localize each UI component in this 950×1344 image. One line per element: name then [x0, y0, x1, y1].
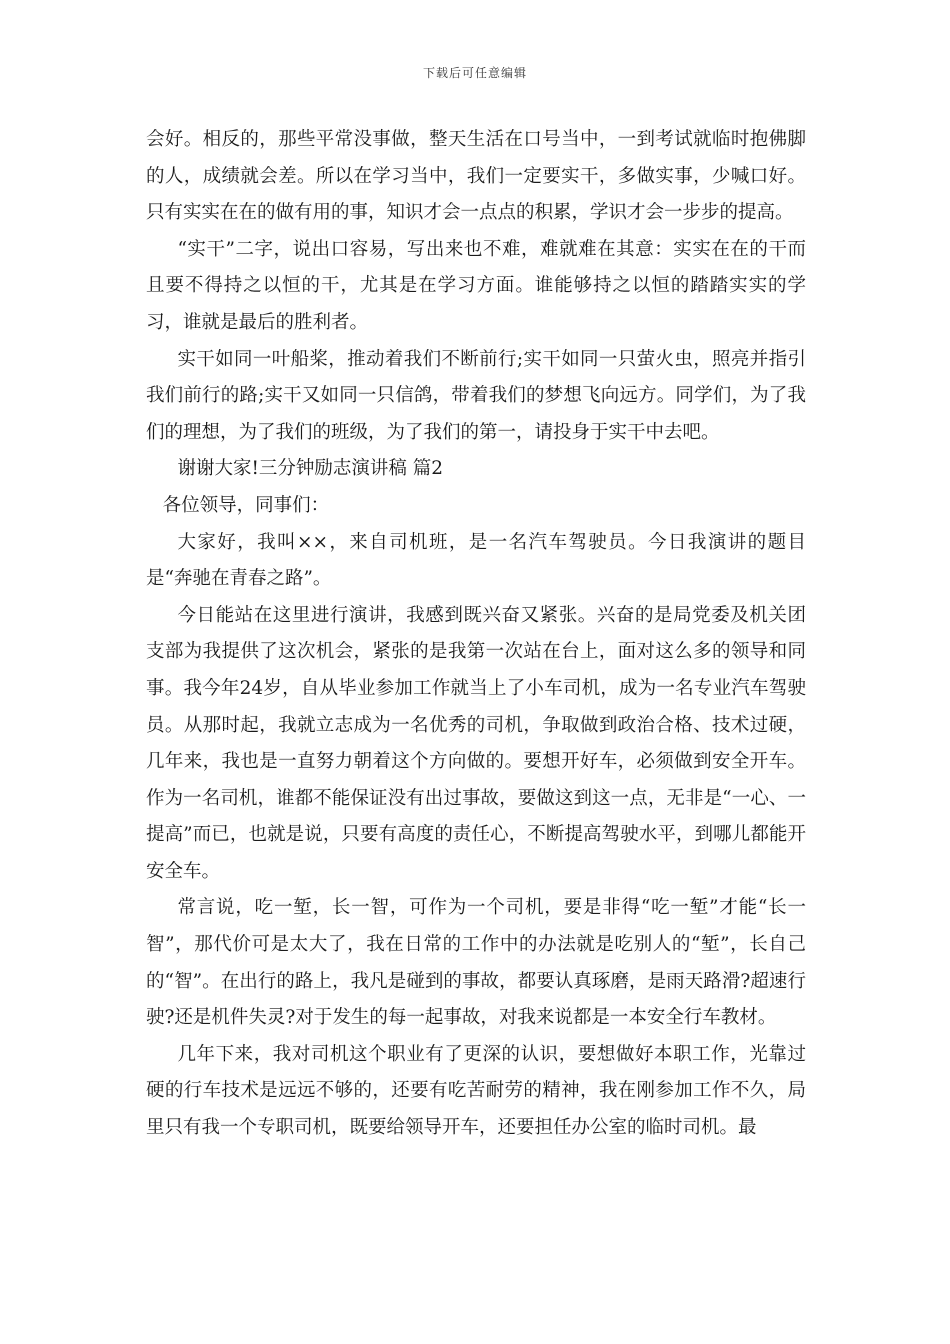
paragraph: 常言说，吃一堑，长一智，可作为一个司机，要是非得“吃一堑”才能“长一智”，那代价可是太大了，我在日常的工作中的办法就是吃别人的“堑”，长自己的“智”。在出行的路上，我凡是碰到的事故，都要认真琢磨，是雨天路滑?超速行驶?还是机件失灵?对于发生的每一起事故，对我来说都是一本安全行车教材。 [146, 897, 806, 1029]
page-header: 下载后可任意编辑 [422, 66, 527, 80]
paragraph: 几年下来，我对司机这个职业有了更深的认识，要想做好本职工作，光靠过硬的行车技术是远远不够的，还要有吃苦耐劳的精神，我在刚参加工作不久，局里只有我一个专职司机，既要给领导开车，还要担任办公室的临时司机。最 [146, 1043, 806, 1139]
paragraph: “实干”二字，说出口容易，写出来也不难，难就难在其意：实实在在的干而且要不得持之以恒的干，尤其是在学习方面。谁能够持之以恒的踏踏实实的学习，谁就是最后的胜利者。 [146, 238, 806, 333]
paragraph: 会好。相反的，那些平常没事做，整天生活在口号当中，一到考试就临时抱佛脚的人，成绩就会差。所以在学习当中，我们一定要实干，多做实事，少喊口好。只有实实在在的做有用的事，知识才会一点点的积累，学识才会一步步的提高。 [146, 129, 806, 224]
paragraph: 实干如同一叶船桨，推动着我们不断前行;实干如同一只萤火虫，照亮并指引我们前行的路;实干又如同一只信鸽，带着我们的梦想飞向远方。同学们，为了我们的理想，为了我们的班级，为了我们的第一，请投身于实干中去吧。 [146, 348, 806, 443]
section-heading: 谢谢大家!三分钟励志演讲稿 篇2 [177, 458, 444, 480]
paragraph: 今日能站在这里进行演讲，我感到既兴奋又紧张。兴奋的是局党委及机关团支部为我提供了这次机会，紧张的是我第一次站在台上，面对这么多的领导和同事。我今年24岁，自从毕业参加工作就当上了小车司机，成为一名专业汽车驾驶员。从那时起，我就立志成为一名优秀的司机，争取做到政治合格、技术过硬，几年来，我也是一直努力朝着这个方向做的。要想开好车，必须做到安全开车。作为一名司机，谁都不能保证没有出过事故，要做这到这一点，无非是“一心、一提高”而已，也就是说，只要有高度的责任心，不断提高驾驶水平，到哪儿都能开安全车。 [146, 604, 806, 882]
paragraph: 大家好，我叫××，来自司机班，是一名汽车驾驶员。今日我演讲的题目是“奔驰在青春之路”。 [146, 531, 806, 590]
document-body [146, 122, 806, 1147]
salutation: 各位领导，同事们： [162, 494, 330, 516]
